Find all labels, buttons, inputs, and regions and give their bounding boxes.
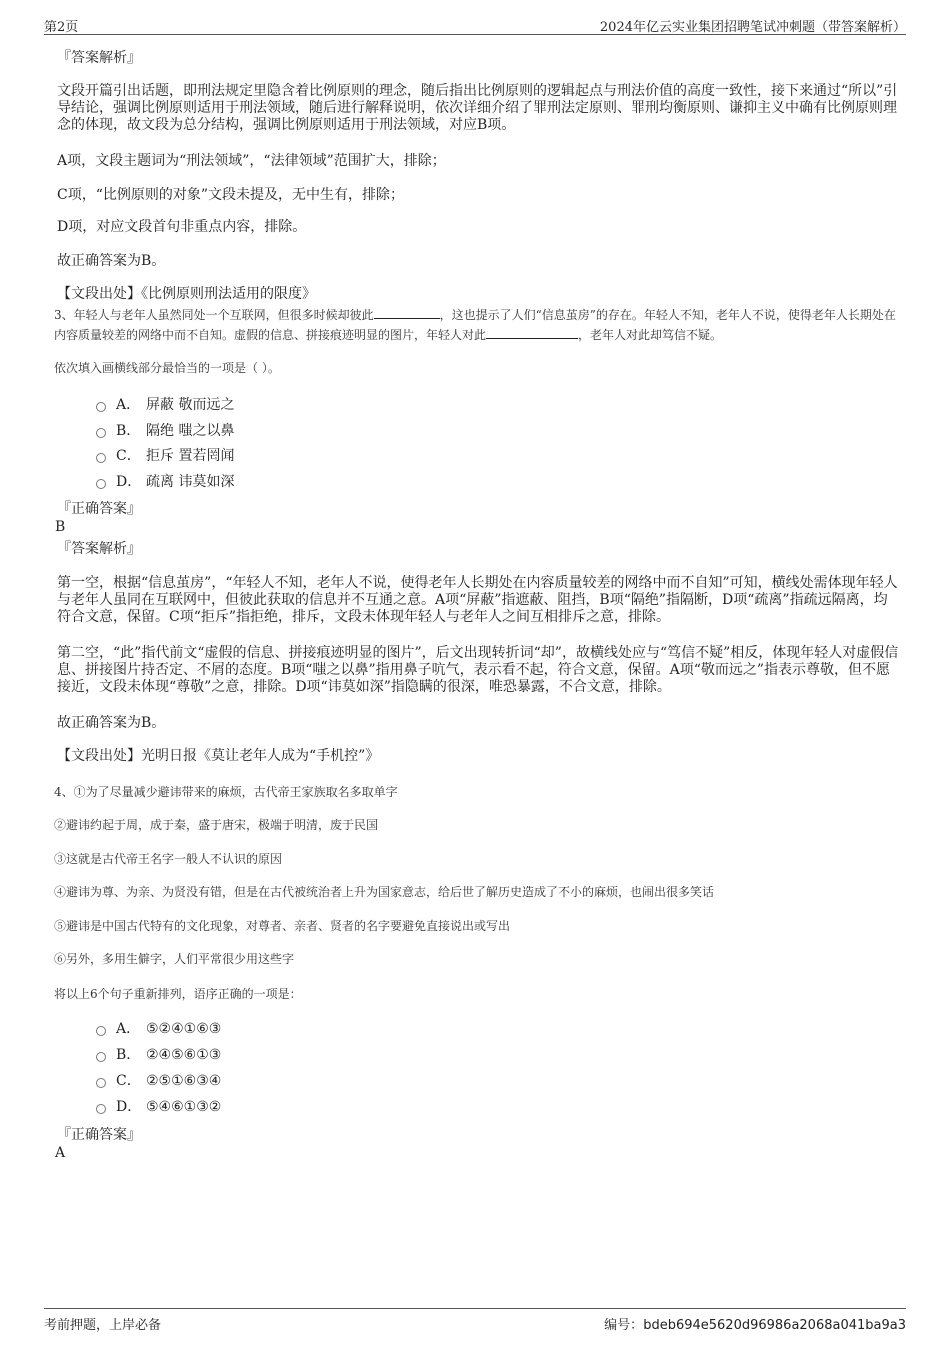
q2-conclusion: 故正确答案为B。 xyxy=(57,253,166,269)
blank-2[interactable] xyxy=(486,326,578,339)
radio-icon[interactable] xyxy=(96,1104,106,1114)
q4-sentence-5: ⑤避讳是中国古代特有的文化现象，对尊者、亲者、贤者的名字要避免直接说出或写出 xyxy=(54,919,511,933)
q4-option-a[interactable]: A． ⑤②④①⑥③ xyxy=(96,1020,221,1038)
document-code: 编号：bdeb694e5620d96986a2068a041ba9a3 xyxy=(604,1318,906,1333)
q3-option-d[interactable]: D． 疏离 讳莫如深 xyxy=(96,473,234,491)
radio-icon[interactable] xyxy=(96,428,106,438)
q3-conclusion: 故正确答案为B。 xyxy=(57,715,166,731)
radio-icon[interactable] xyxy=(96,453,106,463)
q3-answer: B xyxy=(55,519,66,535)
q4-option-d[interactable]: D． ⑤④⑥①③② xyxy=(96,1098,221,1116)
q3-source: 【文段出处】光明日报《莫让老年人成为“手机控”》 xyxy=(57,748,380,764)
q3-analysis-2: 第二空，“此”指代前文“虚假的信息、拼接痕迹明显的图片”，后文出现转折词“却”，故横线处应与“笃信不疑”相反，体现年轻人对虚假信息、拼接图片持否定、不屑的态度。B项“嗤之以鼻”指用鼻子吭气，表示看不起，符合文意，保留。A项“敬而远之”指表示尊敬，但不愿接近，文段未体现“尊敬”之意，排除。D项“讳莫如深”指隐瞒的很深，唯恐暴露，不合文意，排除。 xyxy=(57,645,899,695)
q2-option-a-note: A项，文段主题词为“刑法领域”，“法律领域”范围扩大，排除； xyxy=(57,153,446,169)
q3-analysis-label: 『答案解析』 xyxy=(57,541,141,557)
q3-option-a[interactable]: A． 屏蔽 敬而远之 xyxy=(96,396,234,414)
q2-source: 【文段出处】《比例原则刑法适用的限度》 xyxy=(57,286,316,302)
q4-answer: A xyxy=(55,1145,66,1161)
q4-sentence-2: ②避讳约起于周，成于秦，盛于唐宋，极端于明清，废于民国 xyxy=(54,818,379,832)
q3-answer-label: 『正确答案』 xyxy=(57,501,141,517)
q3-prompt: 依次填入画横线部分最恰当的一项是（ ）。 xyxy=(54,361,280,375)
page-footer xyxy=(44,1308,906,1333)
radio-icon[interactable] xyxy=(96,1026,106,1036)
radio-icon[interactable] xyxy=(96,402,106,412)
radio-icon[interactable] xyxy=(96,479,106,489)
q4-answer-label: 『正确答案』 xyxy=(57,1127,141,1143)
q2-analysis-label: 『答案解析』 xyxy=(57,50,141,66)
page-header xyxy=(44,14,906,35)
q2-option-d-note: D项，对应文段首句非重点内容，排除。 xyxy=(57,219,307,235)
q3-stem: 3、年轻人与老年人虽然同处一个互联网，但很多时候却彼此 ，这也提示了人们“信息茧房”的存在。年轻人不知，老年人不说，使得老年人长期处在内容质量较差的网络中而不自知。虚假的信息、拼接痕迹明显的图片，年轻人对此 ，老年人对此却笃信不疑。 xyxy=(54,308,896,342)
q4-prompt: 将以上6个句子重新排列，语序正确的一项是： xyxy=(54,987,302,1001)
page-number: 第2页 xyxy=(44,20,79,35)
q4-sentence-3: ③这就是古代帝王名字一般人不认识的原因 xyxy=(54,852,283,866)
q3-option-c[interactable]: C． 拒斥 置若罔闻 xyxy=(96,447,234,465)
blank-1[interactable] xyxy=(374,306,440,319)
document-title: 2024年亿云实业集团招聘笔试冲刺题（带答案解析） xyxy=(599,20,906,35)
radio-icon[interactable] xyxy=(96,1052,106,1062)
q3-analysis-1: 第一空，根据“信息茧房”，“年轻人不知，老年人不说，使得老年人长期处在内容质量较差的网络中而不自知”可知，横线处需体现年轻人与老年人虽同在互联网中，但彼此获取的信息并不互通之意。A项“屏蔽”指遮蔽、阻挡，B项“隔绝”指隔断，D项“疏离”指疏远隔离，均符合文意，保留。C项“拒斥”指拒绝，排斥，文段未体现年轻人与老年人之间互相排斥之意，排除。 xyxy=(57,575,898,625)
q3-option-b[interactable]: B． 隔绝 嗤之以鼻 xyxy=(96,422,234,440)
q4-sentence-1: 4、①为了尽量减少避讳带来的麻烦，古代帝王家族取名多取单字 xyxy=(54,785,398,799)
q2-analysis: 文段开篇引出话题，即刑法规定里隐含着比例原则的理念，随后指出比例原则的逻辑起点与刑法价值的高度一致性，接下来通过“所以”引导结论，强调比例原则适用于刑法领域，随后进行解释说明，依次详细介绍了罪刑法定原则、罪刑均衡原则、谦抑主义中确有比例原则理念的体现，故文段为总分结构，强调比例原则适用于刑法领域，对应B项。 xyxy=(57,83,898,133)
q4-option-c[interactable]: C． ②⑤①⑥③④ xyxy=(96,1072,221,1090)
q4-sentence-6: ⑥另外，多用生僻字，人们平常很少用这些字 xyxy=(54,952,295,966)
q2-option-c-note: C项，“比例原则的对象”文段未提及，无中生有，排除； xyxy=(57,187,405,203)
radio-icon[interactable] xyxy=(96,1078,106,1088)
footer-slogan: 考前押题，上岸必备 xyxy=(44,1318,162,1333)
q4-sentence-4: ④避讳为尊、为亲、为贤没有错，但是在古代被统治者上升为国家意志，给后世了解历史造成了不小的麻烦，也闹出很多笑话 xyxy=(54,885,715,899)
q4-option-b[interactable]: B． ②④⑤⑥①③ xyxy=(96,1046,221,1064)
